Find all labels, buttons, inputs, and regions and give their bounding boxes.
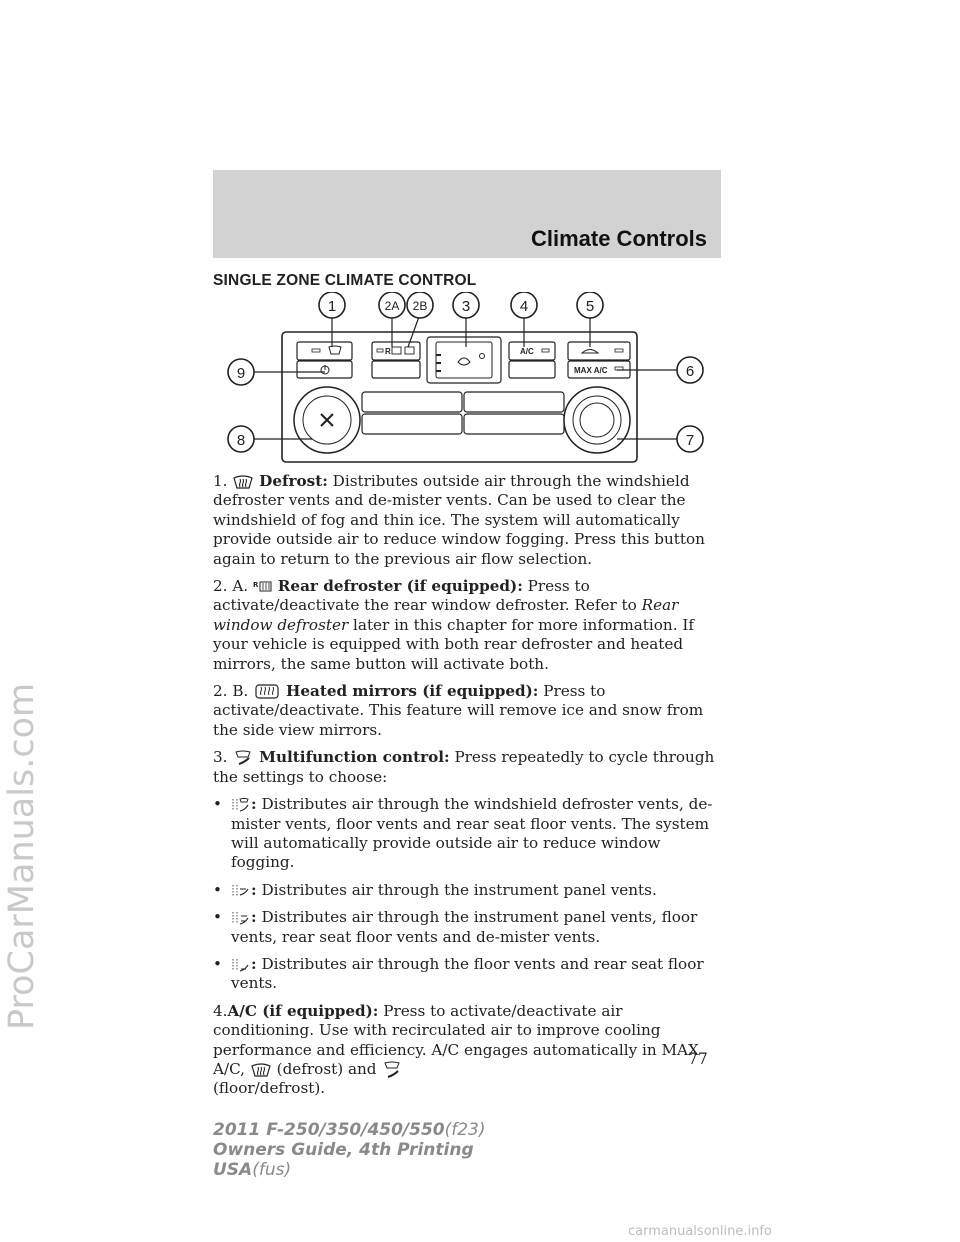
callout-2b: 2B (412, 299, 428, 313)
list-item (213, 955, 728, 994)
heated-mirrors-title: Heated mirrors (if equipped): (285, 682, 539, 701)
rear-defrost-icon (253, 580, 273, 594)
section-heading: SINGLE ZONE CLIMATE CONTROL (213, 272, 477, 289)
list-item (213, 795, 728, 873)
header-band (213, 170, 721, 258)
page-number: 77 (688, 1050, 708, 1068)
body-text (213, 472, 728, 1107)
item-number: 3. (213, 748, 228, 767)
ac-text-a: Press to activate/deactivate air conditioning. Use with recirculated air to improve cooling performance and efficiency. A/C engages automatically in MAX A/C, (213, 1001, 699, 1078)
site-watermark: carmanualsonline.info (628, 1224, 772, 1239)
bullet: • (213, 880, 222, 899)
rear-defroster-title: Rear defroster (if equipped): (277, 577, 523, 596)
defrost-title: Defrost: (259, 472, 328, 490)
defrost-icon (250, 1062, 272, 1078)
mode-colon: : (251, 880, 257, 899)
callout-7: 7 (685, 432, 695, 449)
item-defrost (213, 472, 728, 569)
footer-model: 2011 F-250/350/450/550 (213, 1120, 445, 1140)
max-ac-label: MAX A/C (574, 366, 608, 375)
svg-text:R: R (252, 581, 259, 590)
heated-mirror-icon (253, 683, 281, 701)
bullet: • (213, 954, 222, 973)
ac-text-b: (defrost) and (276, 1059, 377, 1078)
multifunction-description: Press repeatedly to cycle through the settings to choose: (213, 748, 715, 786)
mode-description: Distributes air through the windshield defroster vents, de-mister vents, floor vents and rear seat floor vents. The system will automatically provide outside air to reduce window fogging. (231, 795, 713, 872)
callout-6: 6 (685, 363, 695, 380)
mode-colon: : (251, 795, 257, 814)
callout-5: 5 (585, 298, 595, 315)
list-item (213, 908, 728, 947)
item-number: 1. (213, 472, 228, 490)
item-rear-defroster (213, 577, 728, 674)
mode-description: Distributes air through the floor vents and rear seat floor vents. (231, 954, 704, 993)
callout-4: 4 (519, 298, 529, 315)
multifunction-title: Multifunction control: (259, 748, 450, 767)
panel-floor-mode-icon (231, 910, 251, 926)
footer-printing: Owners Guide, 4th Printing (213, 1140, 474, 1160)
list-item (213, 881, 728, 900)
rear-defroster-text-a: Press to activate/deactivate the rear window defroster. Refer to (213, 577, 642, 615)
bullet: • (213, 908, 222, 927)
footer (213, 1120, 486, 1180)
ac-title: A/C (if equipped): (227, 1001, 379, 1020)
floor-mode-icon (231, 957, 251, 973)
item-multifunction (213, 748, 728, 787)
callout-8: 8 (236, 432, 246, 449)
footer-region-code: (fus) (252, 1160, 292, 1180)
ac-text-c: (floor/defrost). (213, 1079, 326, 1098)
heated-mirrors-description: Press to activate/deactivate. This feature will remove ice and snow from the side view mirrors. (213, 682, 704, 739)
ac-label: A/C (520, 347, 534, 356)
callout-9: 9 (236, 365, 246, 382)
item-heated-mirrors (213, 682, 728, 740)
callout-2a: 2A (384, 299, 400, 313)
defrost-icon (232, 474, 254, 490)
multifunction-icon (232, 750, 254, 766)
item-number: 4. (213, 1001, 228, 1020)
footer-region: USA (213, 1160, 253, 1180)
defrost-description: Distributes outside air through the windshield defroster vents and de-mister vents. Can be used to clear the windshield of fog and thin ice. The system will automatically provide outside air to reduce window fogging. Press this button again to return to the previous air flow selection. (213, 472, 705, 568)
floor-defrost-icon (381, 1061, 403, 1079)
bullet: • (213, 795, 222, 814)
panel-mode-icon (231, 883, 251, 899)
mode-colon: : (251, 954, 257, 973)
callout-1: 1 (327, 298, 337, 315)
footer-code: (f23) (444, 1120, 486, 1140)
rear-label: R (385, 347, 391, 356)
rear-defroster-text-b: later in this chapter for more information. If your vehicle is equipped with both rear defroster and heated mirrors, the same button will activate both. (213, 615, 694, 673)
mode-description: Distributes air through the instrument panel vents. (261, 880, 657, 899)
mode-colon: : (251, 908, 257, 927)
page-title: Climate Controls (530, 226, 707, 251)
rear-defroster-reference: Rear window defroster (213, 596, 679, 634)
climate-control-diagram (222, 292, 712, 464)
floor-defrost-mode-icon (231, 797, 251, 813)
callout-3: 3 (461, 298, 471, 315)
item-number: 2. B. (213, 682, 249, 701)
mode-description: Distributes air through the instrument panel vents, floor vents, rear seat floor vents and de-mister vents. (231, 908, 698, 946)
item-ac (213, 1002, 728, 1099)
item-number: 2. A. (213, 577, 249, 596)
watermark: ProCarManuals.com (2, 682, 42, 1030)
